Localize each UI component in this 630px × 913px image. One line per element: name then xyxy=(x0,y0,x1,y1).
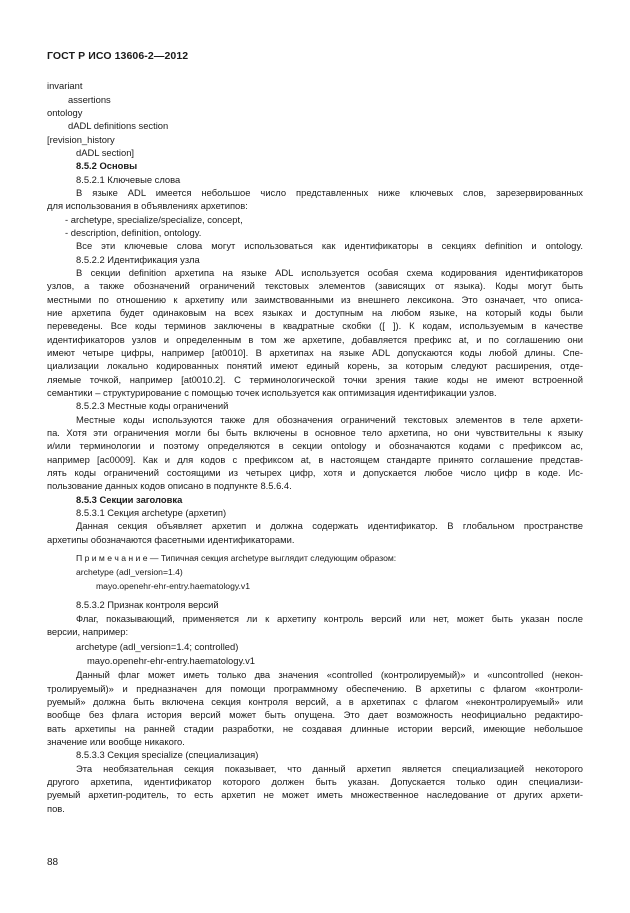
text-line: - description, definition, ontology. xyxy=(65,227,202,238)
text-line: тролируемый)» и предназначен для помощи программному обеспечению. В архетипы с флагом «контроли- xyxy=(47,683,583,694)
text-line: mayo.openehr-ehr-entry.haematology.v1 xyxy=(87,655,255,666)
text-line: Местные коды используются также для обозначения ограничений текстовых элементов в теле архети- xyxy=(76,414,583,425)
text-line: assertions xyxy=(68,94,111,105)
text-line: 8.5.3.3 Секция specialize (специализация) xyxy=(76,749,259,760)
text-line: для использования в объявлениях архетипов: xyxy=(47,200,248,211)
text-line: В языке ADL имеется небольшое число представленных ниже ключевых слов, зарезервированных xyxy=(76,187,583,198)
text-line: циализации локально кодированных понятий имеют единый корень, за которым следуют расширения, отде- xyxy=(47,360,583,371)
text-line: и/или терминологии и поэтому определяются в секции ontology и обозначаются кодами с префиксом ac, xyxy=(47,440,583,451)
text-line: значение или вообще никакого. xyxy=(47,736,185,747)
text-line: версии, например: xyxy=(47,626,129,637)
note-line: archetype (adl_version=1.4) xyxy=(76,567,183,577)
text-line: семантики – структурирование с помощью точек используется как оптимизация идентификации узлов. xyxy=(47,387,497,398)
page-number: 88 xyxy=(47,857,59,868)
text-line: имеют четыре цифры, например [at0010]. В архетипах на языке ADL допускаются коды любой длины. Спе- xyxy=(47,347,583,358)
text-line: вать архетипы на ранней стадии разработки, не создавая длинные истории версий, имеющие небольшое xyxy=(47,723,583,734)
text-line: идентификаторов узлов и определенным в том же архетипе, добавляется префикс at, и по соглашению они xyxy=(47,334,583,345)
text-line: Все эти ключевые слова могут использоваться как идентификаторы в секциях definition и ontology. xyxy=(76,240,583,251)
text-line: па. Хотя эти ограничения могли бы быть включены в основное тело архетипа, но они чувствительны к языку xyxy=(47,427,583,438)
text-line: Данная секция объявляет архетип и должна содержать идентификатор. В глобальном пространстве xyxy=(76,520,583,531)
text-line: местными по отношению к архетипу или заимствованными из внешнего лексикона. Это означает, что описа- xyxy=(47,294,583,305)
text-line: archetype (adl_version=1.4; controlled) xyxy=(76,641,239,652)
text-line: вообще без флага история версий может быть опущена. Это дает возможность неофициально редактиро- xyxy=(47,709,583,720)
text-line: - archetype, specialize/specialize, concept, xyxy=(65,214,243,225)
text-line: например [ac0009]. Как и для кодов с префиксом at, в настоящем стандарте принято соглашение представ- xyxy=(47,454,583,465)
text-line: В секции definition архетипа на языке ADL используется особая схема кодирования идентификаторов xyxy=(76,267,583,278)
note-line: П р и м е ч а н и е — Типичная секция archetype выглядит следующим образом: xyxy=(76,553,397,563)
text-line: архетипы обозначаются фасетными идентификаторами. xyxy=(47,534,295,545)
text-line: пользование данных кодов описано в подпункте 8.5.6.4. xyxy=(47,480,292,491)
note-line: mayo.openehr-ehr-entry.haematology.v1 xyxy=(96,581,250,591)
text-line: лять коды ограничений состоящими из четырех цифр, хотя и допускается любое число цифр в коде. Ис- xyxy=(47,467,583,478)
text-line: ляемые точкой, например [at0010.2]. С терминологической точки зрения такие коды не имеют встроенной xyxy=(47,374,583,385)
text-line: переведены. Все коды терминов заключены в квадратные скобки ([ ]). К кодам, используемым в качестве xyxy=(47,320,583,331)
text-line: [revision_history xyxy=(47,134,115,145)
section-heading: 8.5.3 Секции заголовка xyxy=(76,494,183,505)
text-line: руемый» должна быть включена секция контроля версий, а в архетипах с флагом «неконтролируемый» или xyxy=(47,696,583,707)
document-header: ГОСТ Р ИСО 13606-2—2012 xyxy=(47,50,189,62)
text-line: invariant xyxy=(47,80,83,91)
text-line: 8.5.3.1 Секция archetype (архетип) xyxy=(76,507,227,518)
text-line: 8.5.3.2 Признак контроля версий xyxy=(76,599,219,610)
text-line: Данный флаг может иметь только два значения «controlled (контролируемый)» и «uncontrolled (некон- xyxy=(76,669,583,680)
text-line: узлов, а также обозначений ограничений текстовых элементов (зависящих от языка). Коды могут быть xyxy=(47,280,583,291)
text-line: dADL section] xyxy=(76,147,135,158)
text-line: 8.5.2.1 Ключевые слова xyxy=(76,174,181,185)
text-line: руемый архетип-родитель, то есть архетип не может иметь множественное наследование от других архети- xyxy=(47,789,583,800)
text-line: другого архетипа, идентификатор которого должен быть указан. Допускается только один специализи- xyxy=(47,776,583,787)
text-line: 8.5.2.2 Идентификация узла xyxy=(76,254,200,265)
text-line: пов. xyxy=(47,803,65,814)
text-line: ние архетипа будет одинаковым на всех языках и доступным на любом языке, на который коды были xyxy=(47,307,583,318)
section-heading: 8.5.2 Основы xyxy=(76,160,138,171)
text-line: 8.5.2.3 Местные коды ограничений xyxy=(76,400,229,411)
text-line: ontology xyxy=(47,107,83,118)
text-line: Эта необязательная секция показывает, что данный архетип является специализацией некоторого xyxy=(76,763,583,774)
text-line: Флаг, показывающий, применяется ли к архетипу контроль версий или нет, может быть указан после xyxy=(76,613,583,624)
text-line: dADL definitions section xyxy=(68,120,169,131)
